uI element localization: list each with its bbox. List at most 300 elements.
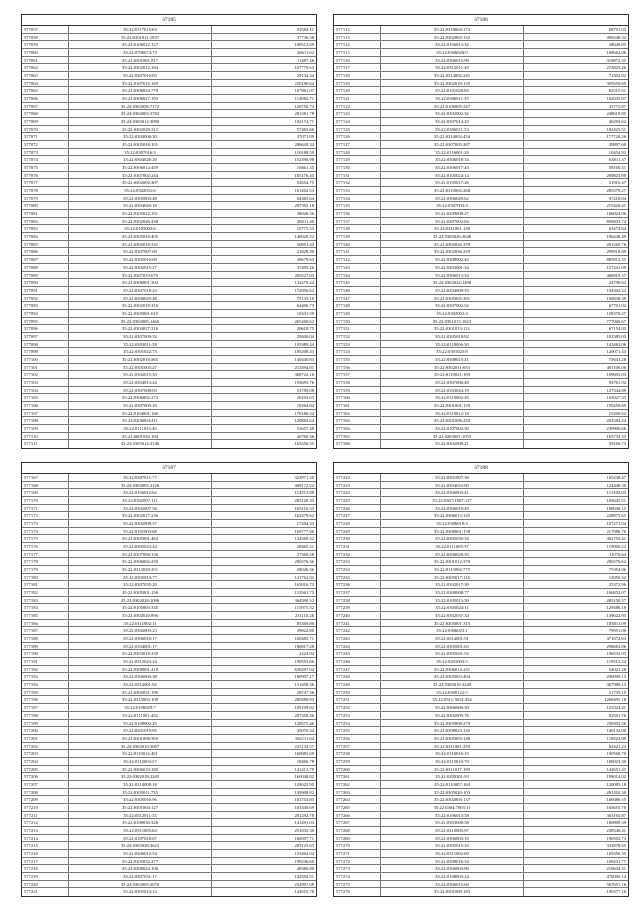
value-cell: 140440.83 bbox=[294, 356, 314, 362]
table-row bbox=[22, 850, 316, 858]
table-row bbox=[22, 172, 316, 180]
cadastral-number-cell: 35:22:0306011:53 bbox=[381, 126, 524, 133]
value-cell: 31910.47 bbox=[608, 180, 626, 186]
value-cell: 28026.36 bbox=[296, 567, 314, 573]
table-row bbox=[22, 535, 316, 543]
row-number-cell: 577077 bbox=[22, 179, 69, 186]
table-row bbox=[334, 627, 628, 635]
value-cell: 190377.16 bbox=[606, 889, 626, 895]
value-cell: 238546.41 bbox=[606, 827, 626, 833]
row-number-cell: 577237 bbox=[334, 589, 381, 596]
row-number-cell: 577063 bbox=[22, 72, 69, 79]
cadastral-number-cell: 35:22:0112003:57 bbox=[69, 758, 212, 765]
value-cell: 460818.37 bbox=[606, 272, 626, 278]
row-number-cell: 577123 bbox=[334, 110, 381, 117]
value-cell: 139908.82 bbox=[294, 789, 314, 795]
table-row bbox=[22, 888, 316, 896]
row-number-cell: 577072 bbox=[22, 141, 69, 148]
table-row bbox=[22, 164, 316, 172]
cadastral-number-cell: 35:22:0706074:73 bbox=[69, 49, 212, 56]
table-row bbox=[22, 666, 316, 674]
cadastral-number-cell: 35:22:0302003:152 bbox=[381, 34, 524, 41]
row-number-cell: 577165 bbox=[334, 433, 381, 440]
row-number-cell: 577130 bbox=[334, 164, 381, 171]
value-cell: 129480.18 bbox=[606, 605, 626, 611]
table-row bbox=[22, 827, 316, 835]
table-row bbox=[334, 681, 628, 689]
row-number-cell: 577162 bbox=[334, 410, 381, 417]
table-row bbox=[334, 103, 628, 111]
value-cell: 630297.04 bbox=[294, 666, 314, 672]
row-number-cell: 577118 bbox=[334, 72, 381, 79]
row-number-cell: 577062 bbox=[22, 64, 69, 71]
value-cell: 172956.63 bbox=[294, 287, 314, 293]
value-cell: 185109.82 bbox=[294, 705, 314, 711]
cadastral-number-cell: 35:22:0305031:52 bbox=[381, 650, 524, 657]
cadastral-number-cell: 35:22:0307003:3 bbox=[381, 202, 524, 209]
value-cell: 202584.24 bbox=[606, 418, 626, 424]
cadastral-number-cell: 35:22:0106013:32 bbox=[381, 41, 524, 48]
row-number-cell: 577153 bbox=[334, 341, 381, 348]
value-cell: 15200.62 bbox=[608, 410, 626, 416]
value-cell: 25372.96 bbox=[608, 582, 626, 588]
cadastral-number-cell: 35:22:0302058:7172 bbox=[69, 103, 212, 110]
cadastral-number-cell: 35:22:0306017:43 bbox=[381, 164, 524, 171]
value-cell: 280480.83 bbox=[294, 697, 314, 703]
value-cell: 39166.73 bbox=[608, 441, 626, 447]
cadastral-number-cell: 35:22:0310004:172 bbox=[381, 26, 524, 33]
value-cell: 63811.37 bbox=[608, 157, 626, 163]
row-number-cell: 577094 bbox=[22, 310, 69, 317]
value-cell: 198014.02 bbox=[606, 774, 626, 780]
table-row bbox=[22, 210, 316, 218]
value-cell: 114513.88 bbox=[294, 490, 314, 496]
cadastral-number-cell: 35:22:0302036:259 bbox=[381, 248, 524, 255]
table-row bbox=[334, 26, 628, 34]
row-number-cell: 577161 bbox=[334, 402, 381, 409]
value-cell: 153462.04 bbox=[294, 850, 314, 856]
row-number-cell: 577205 bbox=[22, 766, 69, 773]
table-row bbox=[22, 248, 316, 256]
row-number-cell: 577146 bbox=[334, 287, 381, 294]
row-number-cell: 577184 bbox=[22, 604, 69, 611]
cadastral-number-cell: 35:22:0312011:20 bbox=[381, 64, 524, 71]
value-cell: 180817.28 bbox=[294, 643, 314, 649]
value-cell: 290276.36 bbox=[294, 559, 314, 565]
value-cell: 85369.80 bbox=[296, 620, 314, 626]
cadastral-number-cell: 35:22:0305014:14 bbox=[69, 888, 212, 896]
cadastral-number-cell: 35:22:0104001:17 bbox=[69, 643, 212, 650]
table-row bbox=[22, 497, 316, 505]
cadastral-number-cell: 35:22:0108030:326 bbox=[69, 819, 212, 826]
table-row bbox=[334, 241, 628, 249]
table-row bbox=[334, 318, 628, 326]
table-row bbox=[334, 673, 628, 681]
row-number-cell: 577263 bbox=[334, 789, 381, 796]
table-row bbox=[22, 241, 316, 249]
value-cell: 134569.52 bbox=[294, 536, 314, 542]
row-number-cell: 577064 bbox=[22, 80, 69, 87]
table-row bbox=[334, 581, 628, 589]
row-number-cell: 577265 bbox=[334, 804, 381, 811]
value-cell: 363165.87 bbox=[606, 812, 626, 818]
table-row bbox=[334, 497, 628, 505]
table-row bbox=[22, 433, 316, 441]
row-number-cell: 577160 bbox=[334, 394, 381, 401]
row-number-cell: 577273 bbox=[334, 865, 381, 872]
table-row bbox=[334, 95, 628, 103]
row-number-cell: 577150 bbox=[334, 318, 381, 325]
row-number-cell: 577182 bbox=[22, 589, 69, 596]
cadastral-number-cell: 35:22:0305005:301 bbox=[381, 295, 524, 302]
table-row bbox=[334, 643, 628, 651]
cadastral-number-cell: 35:22:0305001:156 bbox=[69, 589, 212, 596]
cadastral-number-cell: 35:22:0209008:27 bbox=[381, 210, 524, 217]
row-number-cell: 577101 bbox=[22, 364, 69, 371]
row-number-cell: 577203 bbox=[22, 750, 69, 757]
value-cell: 49380.80 bbox=[296, 866, 314, 872]
cadastral-number-cell: 35:22:0312029:351 bbox=[69, 566, 212, 573]
table-row bbox=[22, 64, 316, 72]
table-row bbox=[22, 394, 316, 402]
cadastral-number-cell: 35:22:0203001:34 bbox=[381, 264, 524, 271]
row-number-cell: 577181 bbox=[22, 581, 69, 588]
table-row bbox=[22, 126, 316, 134]
cadastral-number-cell: 35:22:0307005:287 bbox=[381, 141, 524, 148]
table-row bbox=[334, 256, 628, 264]
row-number-cell: 577080 bbox=[22, 202, 69, 209]
table-row bbox=[334, 543, 628, 551]
row-number-cell: 577259 bbox=[334, 758, 381, 765]
cadastral-number-cell: 35:22:0305028:3623 bbox=[69, 842, 212, 849]
cadastral-number-cell: 35:22:0308001:158 bbox=[381, 528, 524, 535]
cadastral-number-cell: 35:22:0311001:259 bbox=[381, 743, 524, 750]
value-cell: 2224.84 bbox=[299, 651, 314, 657]
cadastral-number-cell: 35:22:0201011:1837 bbox=[69, 34, 212, 41]
table-row bbox=[22, 325, 316, 333]
table-row bbox=[22, 558, 316, 566]
row-number-cell: 577087 bbox=[22, 256, 69, 263]
row-number-cell: 577179 bbox=[22, 566, 69, 573]
value-cell: 323971.20 bbox=[294, 475, 314, 480]
row-number-cell: 577213 bbox=[22, 827, 69, 834]
value-cell: 113103.03 bbox=[606, 490, 626, 496]
row-number-cell: 577177 bbox=[22, 551, 69, 558]
row-number-cell: 577226 bbox=[334, 505, 381, 512]
value-cell: 165238.47 bbox=[606, 475, 626, 480]
cadastral-number-cell: 35:22:0305013:77 bbox=[69, 574, 212, 581]
table-row bbox=[22, 520, 316, 528]
cadastral-number-cell: 35:22:0308122:5 bbox=[381, 689, 524, 696]
value-cell: 143463.06 bbox=[606, 341, 626, 347]
cadastral-number-cell: 35:22:0115004:775 bbox=[381, 566, 524, 573]
row-number-cell: 577178 bbox=[22, 558, 69, 565]
table-row bbox=[22, 95, 316, 103]
value-cell: 333878.65 bbox=[606, 843, 626, 849]
cadastral-number-cell: 35:22:0305001:463 bbox=[69, 535, 212, 542]
cadastral-number-cell: 35:22:0308001:419 bbox=[69, 666, 212, 673]
table-row bbox=[22, 348, 316, 356]
row-number-cell: 577242 bbox=[334, 627, 381, 634]
value-cell: 286649.34 bbox=[294, 142, 314, 148]
row-number-cell: 577100 bbox=[22, 356, 69, 363]
row-number-cell: 577174 bbox=[22, 528, 69, 535]
cadastral-number-cell: 35:22:0302019:3067 bbox=[69, 743, 212, 750]
table-row bbox=[334, 272, 628, 280]
table-row bbox=[334, 126, 628, 134]
row-number-cell: 577104 bbox=[22, 387, 69, 394]
row-number-cell: 577190 bbox=[22, 650, 69, 657]
cadastral-number-cell: 35:22:0306027:193 bbox=[69, 95, 212, 102]
cadastral-number-cell: 35:22:0306018:34 bbox=[381, 156, 524, 163]
value-cell: 367980.13 bbox=[606, 682, 626, 688]
cadastral-number-cell: 35:22:0311001:138 bbox=[381, 225, 524, 232]
cadastral-number-cell: 35:22:0306019:49 bbox=[381, 505, 524, 512]
value-cell: 182385.03 bbox=[606, 333, 626, 339]
cadastral-number-cell: 35:22:0305003:148 bbox=[381, 735, 524, 742]
cadastral-number-cell: 35:22:0302037:34 bbox=[381, 612, 524, 619]
row-number-cell: 577071 bbox=[22, 133, 69, 140]
row-number-cell: 577113 bbox=[334, 34, 381, 41]
table-row bbox=[22, 881, 316, 889]
table-row bbox=[22, 187, 316, 195]
cadastral-number-cell: 35:22:0307007:69 bbox=[69, 248, 212, 255]
value-cell: 107271.04 bbox=[606, 521, 626, 527]
row-number-cell: 577115 bbox=[334, 49, 381, 56]
value-cell: 142592.51 bbox=[294, 873, 314, 879]
cadastral-number-cell: 35:22:0306028:35 bbox=[381, 551, 524, 558]
row-number-cell: 577239 bbox=[334, 604, 381, 611]
cadastral-number-cell: 35:22:0302011:653 bbox=[381, 364, 524, 371]
value-cell: 157241.09 bbox=[606, 264, 626, 270]
value-cell: 180809.39 bbox=[606, 820, 626, 826]
table-row bbox=[334, 371, 628, 379]
cadastral-number-cell: 35:22:0302018:565 bbox=[69, 356, 212, 363]
table-row bbox=[22, 103, 316, 111]
table-row bbox=[334, 789, 628, 797]
row-number-cell: 577194 bbox=[22, 681, 69, 688]
table-row bbox=[22, 673, 316, 681]
value-cell: 215420.41 bbox=[606, 203, 626, 209]
row-number-cell: 577231 bbox=[334, 543, 381, 550]
cadastral-number-cell: 35:22:0305003:48 bbox=[69, 195, 212, 202]
cadastral-number-cell: 35:22:0305003:404 bbox=[381, 673, 524, 680]
cadastral-number-cell: 35:22:0302019:135 bbox=[381, 80, 524, 87]
cadastral-number-cell: 35:22:0304006:30 bbox=[69, 133, 212, 140]
row-number-cell: 577268 bbox=[334, 827, 381, 834]
table-row bbox=[334, 712, 628, 720]
value-cell: 316872.35 bbox=[606, 57, 626, 63]
cadastral-number-cell: 35:22:0117015:63 bbox=[69, 26, 212, 33]
cadastral-number-cell: 35:22:0308015:41 bbox=[381, 356, 524, 363]
cadastral-number-cell: 35:22:0305010:69 bbox=[69, 256, 212, 263]
value-cell: 161202.53 bbox=[294, 188, 314, 194]
table-row bbox=[334, 620, 628, 628]
cadastral-number-cell: 35:22:0101003:68 bbox=[69, 528, 212, 535]
table-row bbox=[22, 727, 316, 735]
row-number-cell: 577172 bbox=[22, 512, 69, 519]
table-row bbox=[22, 379, 316, 387]
value-cell: 97210.04 bbox=[608, 195, 626, 201]
row-number-cell: 577149 bbox=[334, 310, 381, 317]
cadastral-number-cell: 35:22:0302018:341 bbox=[69, 241, 212, 248]
cadastral-number-cell: 35:22:0105003:335 bbox=[69, 604, 212, 611]
row-number-cell: 577211 bbox=[22, 812, 69, 819]
value-cell: 185176.43 bbox=[294, 172, 314, 178]
cadastral-number-cell: 35:22:0303018:339 bbox=[69, 650, 212, 657]
row-number-cell: 577138 bbox=[334, 225, 381, 232]
table-row bbox=[22, 819, 316, 827]
row-number-cell: 577234 bbox=[334, 566, 381, 573]
row-number-cell: 577114 bbox=[334, 41, 381, 48]
row-number-cell: 577245 bbox=[334, 650, 381, 657]
cadastral-number-cell: 35:22:0302005:1460 bbox=[69, 318, 212, 325]
row-number-cell: 577269 bbox=[334, 835, 381, 842]
table-row bbox=[22, 566, 316, 574]
value-cell: 362753.41 bbox=[606, 536, 626, 542]
table-row bbox=[334, 41, 628, 49]
table-row bbox=[22, 179, 316, 187]
value-cell: 18466.78 bbox=[296, 758, 314, 764]
table-row bbox=[334, 827, 628, 835]
value-cell: 93761.92 bbox=[608, 379, 626, 385]
value-cell: 285120.33 bbox=[294, 498, 314, 504]
table-row bbox=[22, 279, 316, 287]
table-row bbox=[22, 333, 316, 341]
cadastral-number-cell: 35:22:0305018:405 bbox=[69, 233, 212, 240]
row-number-cell: 577131 bbox=[334, 172, 381, 179]
cadastral-number-cell: 35:22:0302015:33 bbox=[69, 371, 212, 378]
row-number-cell: 577264 bbox=[334, 796, 381, 803]
value-cell: 196448.49 bbox=[606, 234, 626, 240]
value-cell: 856833.74 bbox=[606, 218, 626, 224]
table-row bbox=[334, 72, 628, 80]
row-number-cell: 577197 bbox=[22, 704, 69, 711]
value-cell: 127344.89 bbox=[606, 387, 626, 393]
cadastral-number-cell: 35:22:0301006:220 bbox=[381, 417, 524, 424]
table-row bbox=[334, 650, 628, 658]
cadastral-number-cell: 35:22:0304033:80 bbox=[381, 482, 524, 489]
cadastral-number-cell: 35:22:0207010:83 bbox=[69, 72, 212, 79]
table-row bbox=[334, 858, 628, 866]
cadastral-number-cell: 35:22:0307035:29 bbox=[69, 581, 212, 588]
value-cell: 131409.36 bbox=[294, 682, 314, 688]
value-cell: 285379.27 bbox=[606, 188, 626, 194]
row-number-cell: 577156 bbox=[334, 364, 381, 371]
table-row bbox=[334, 865, 628, 873]
table-body bbox=[334, 474, 628, 896]
row-number-cell: 577260 bbox=[334, 766, 381, 773]
table-row bbox=[22, 264, 316, 272]
row-number-cell: 577169 bbox=[22, 489, 69, 496]
value-cell: 210634.31 bbox=[606, 866, 626, 872]
cadastral-number-cell: 35:22:0311002:60 bbox=[381, 850, 524, 857]
cadastral-number-cell: 35:22:0304013:24 bbox=[69, 379, 212, 386]
value-cell: 107861.07 bbox=[294, 88, 314, 94]
table-row bbox=[334, 34, 628, 42]
table-row bbox=[334, 512, 628, 520]
table-row bbox=[334, 118, 628, 126]
value-cell: 409172.52 bbox=[294, 482, 314, 488]
cadastral-number-cell: 35:22:0300008:77 bbox=[381, 589, 524, 596]
table-row bbox=[334, 210, 628, 218]
table-row bbox=[22, 482, 316, 490]
cadastral-number-cell: 35:22:0111001:452 bbox=[69, 712, 212, 719]
row-number-cell: 577079 bbox=[22, 195, 69, 202]
table-row bbox=[22, 440, 316, 448]
row-number-cell: 577145 bbox=[334, 279, 381, 286]
row-number-cell: 577097 bbox=[22, 333, 69, 340]
cadastral-number-cell: 35:22:0206012:54 bbox=[69, 850, 212, 857]
value-cell: 63474.64 bbox=[608, 226, 626, 232]
cadastral-number-cell: 35:22:0301013:1823 bbox=[381, 318, 524, 325]
row-number-cell: 577155 bbox=[334, 356, 381, 363]
table-row bbox=[22, 256, 316, 264]
table-row bbox=[334, 689, 628, 697]
cadastral-number-cell: 35:22:0105017:26 bbox=[381, 179, 524, 186]
cadastral-number-cell: 35:22:0301007:30 bbox=[381, 474, 524, 481]
row-number-cell: 577143 bbox=[334, 264, 381, 271]
cadastral-number-cell: 35:22:0307006:40 bbox=[381, 379, 524, 386]
table-row bbox=[334, 387, 628, 395]
row-number-cell: 577254 bbox=[334, 720, 381, 727]
cadastral-number-cell: 35:22:0110012:461 bbox=[69, 750, 212, 757]
row-number-cell: 577085 bbox=[22, 241, 69, 248]
cadastral-number-cell: 35:22:0301025:8 bbox=[381, 348, 524, 355]
row-number-cell: 577135 bbox=[334, 202, 381, 209]
value-cell: 110188.59 bbox=[294, 149, 314, 155]
value-cell: 305650.69 bbox=[606, 80, 626, 86]
cadastral-number-cell: 35:22:0301008:369 bbox=[69, 735, 212, 742]
value-cell: 28411.40 bbox=[296, 218, 314, 224]
cadastral-number-cell: 35:22:0302028:1096 bbox=[69, 597, 212, 604]
table-row bbox=[334, 341, 628, 349]
cadastral-number-cell: 35:22:0302003:137 bbox=[381, 796, 524, 803]
row-number-cell: 577233 bbox=[334, 558, 381, 565]
row-number-cell: 577209 bbox=[22, 796, 69, 803]
table-row bbox=[334, 835, 628, 843]
value-cell: 62515.61 bbox=[608, 88, 626, 94]
table-row bbox=[22, 72, 316, 80]
cadastral-number-cell: 35:22:0301009:183 bbox=[381, 888, 524, 896]
row-number-cell: 577109 bbox=[22, 425, 69, 432]
table-row bbox=[22, 597, 316, 605]
table-row bbox=[22, 202, 316, 210]
cadastral-number-cell: 35:22:0306003:10 bbox=[381, 835, 524, 842]
cadastral-number-cell: 35:22:0306026:9 bbox=[381, 49, 524, 56]
table-row bbox=[334, 433, 628, 441]
cadastral-number-cell: 35:22:0116016:15 bbox=[381, 750, 524, 757]
row-number-cell: 577058 bbox=[22, 34, 69, 41]
row-number-cell: 577274 bbox=[334, 873, 381, 880]
value-cell: 201260.76 bbox=[606, 241, 626, 247]
cadastral-number-cell: 35:22:0305018:101 bbox=[69, 141, 212, 148]
row-number-cell: 577222 bbox=[334, 474, 381, 481]
value-cell: 125324.41 bbox=[606, 705, 626, 711]
value-cell: 100023.30 bbox=[606, 758, 626, 764]
cadastral-number-cell: 35:22:0303011:58 bbox=[69, 341, 212, 348]
cadastral-number-cell: 35:22:0111015:40 bbox=[69, 425, 212, 432]
table-row bbox=[22, 681, 316, 689]
table-row bbox=[334, 528, 628, 536]
table-row bbox=[334, 612, 628, 620]
cadastral-number-cell: 35:22:0105003:6 bbox=[69, 225, 212, 232]
table-row bbox=[334, 225, 628, 233]
table-row bbox=[22, 858, 316, 866]
value-cell: 68791.03 bbox=[608, 27, 626, 32]
row-number-cell: 577176 bbox=[22, 543, 69, 550]
row-number-cell: 577106 bbox=[22, 402, 69, 409]
